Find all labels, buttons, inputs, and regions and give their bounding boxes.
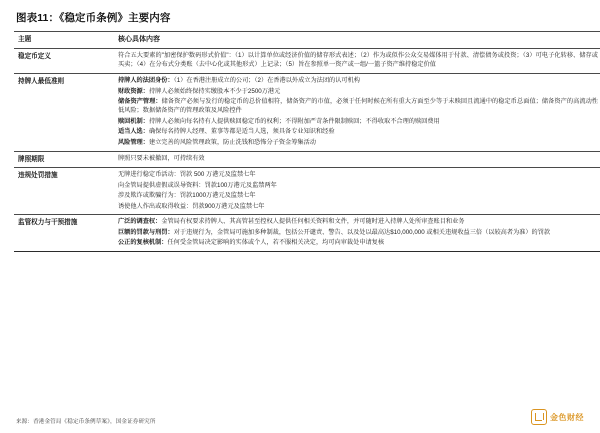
row-topic: 稳定币定义	[14, 49, 114, 74]
row-topic: 监管权力与干预措施	[14, 215, 114, 252]
column-header-topic: 主题	[14, 32, 114, 49]
table-row	[14, 215, 600, 252]
row-content-paragraph: 巨额的罚款与刑罚：对于违规行为，金管局可施加多种制裁，包括公开谴责、警告、以及处以最高达$10,000,000 或相关违规收益三倍（以较高者为准）的罚款	[118, 228, 551, 236]
row-content	[114, 151, 600, 168]
stablecoin-ordinance-table	[14, 31, 600, 252]
row-content-paragraph: 牌照只要未被撤回，可持续有效	[118, 154, 205, 162]
source-note: 来源：香港金管局《稳定币条例草案》，国金证券研究所	[16, 419, 156, 425]
table-row	[14, 168, 600, 215]
table-body	[14, 49, 600, 252]
row-content	[114, 168, 600, 215]
table-row	[14, 74, 600, 151]
watermark	[531, 409, 584, 425]
row-content	[114, 49, 600, 74]
table-header	[14, 32, 600, 49]
row-content-paragraph: 适当人选：确保每名持牌人经理、董事等都是适当人选，须具备专业知识和经验	[118, 128, 335, 136]
row-content-paragraph: 向金管局提供虚假或误导资料：罚款100万港元及监禁两年	[118, 181, 277, 189]
row-content-paragraph: 持牌人的法团身份：（1）在香港注册成立的公司；（2）在香港以外成立为法团的认可机构	[118, 77, 360, 85]
row-content-paragraph: 公正的复核机制：任何受金管局决定影响的实体或个人，若不服相关决定，均可向审裁处申请复核	[118, 239, 385, 247]
row-content-paragraph: 无牌进行稳定币活动：罚款 500 万港元及监禁七年	[118, 171, 256, 179]
row-content	[114, 74, 600, 151]
row-content-paragraph: 财政资源：持牌人必须始终保持实缴股本不少于2500万港元	[118, 87, 281, 95]
row-content-paragraph: 诱使他人作出或取得收益：罚款900万港元及监禁七年	[118, 202, 265, 210]
row-topic: 违规处罚措施	[14, 168, 114, 215]
row-content	[114, 215, 600, 252]
table-header-row	[14, 32, 600, 49]
row-content-paragraph: 广泛的调查权：金管局有权要求持牌人、其高管甚至控权人提供任何相关资料和文件，并可随时进入持牌人处所审查账目和业务	[118, 218, 465, 226]
row-content-paragraph: 赎回机制：持牌人必须向每名持有人提供赎回稳定币的权利；不得附加严苛条件限制赎回；不得收取不合理的赎回费用	[118, 117, 440, 125]
watermark-label: 金色财经	[550, 412, 584, 422]
watermark-logo-icon	[531, 409, 547, 425]
row-content-paragraph: 涉及欺诈或欺骗行为：罚款1000万港元及监禁七年	[118, 192, 256, 200]
row-content-paragraph: 风险管理：建立完善的风险管理政策，防止洗钱和恐怖分子资金筹集活动	[118, 138, 316, 146]
row-content-paragraph: 储备资产管理：储备资产必须与发行的稳定币的总价值相符，储备资产的市值，必须于任何时候在所有重大方面至少等于未赎回且流通中的稳定币总面值；储备资产的高流动性低风险；数据储备资产的管理政策及风险控件	[118, 98, 598, 115]
table-row	[14, 49, 600, 74]
row-topic: 牌照期限	[14, 151, 114, 168]
row-content-paragraph: 符合五大要素的"加密保护数码形式价值"：（1）以计算单位或经济价值的储存形式表述；（2）作为或似作公众交易媒体用于付款、清偿债务或投资；（3）可电子化转移、储存或买卖；（4）在分布式分类账（去中心化或其他形式）上记录；（5）旨在参照单一资产或一组/一篮子资产维持稳定价值	[118, 52, 598, 69]
page-title: 图表11：《稳定币条例》主要内容	[16, 12, 171, 24]
column-header-content: 核心具体内容	[114, 32, 600, 49]
table-row	[14, 151, 600, 168]
row-topic: 持牌人最低准则	[14, 74, 114, 151]
